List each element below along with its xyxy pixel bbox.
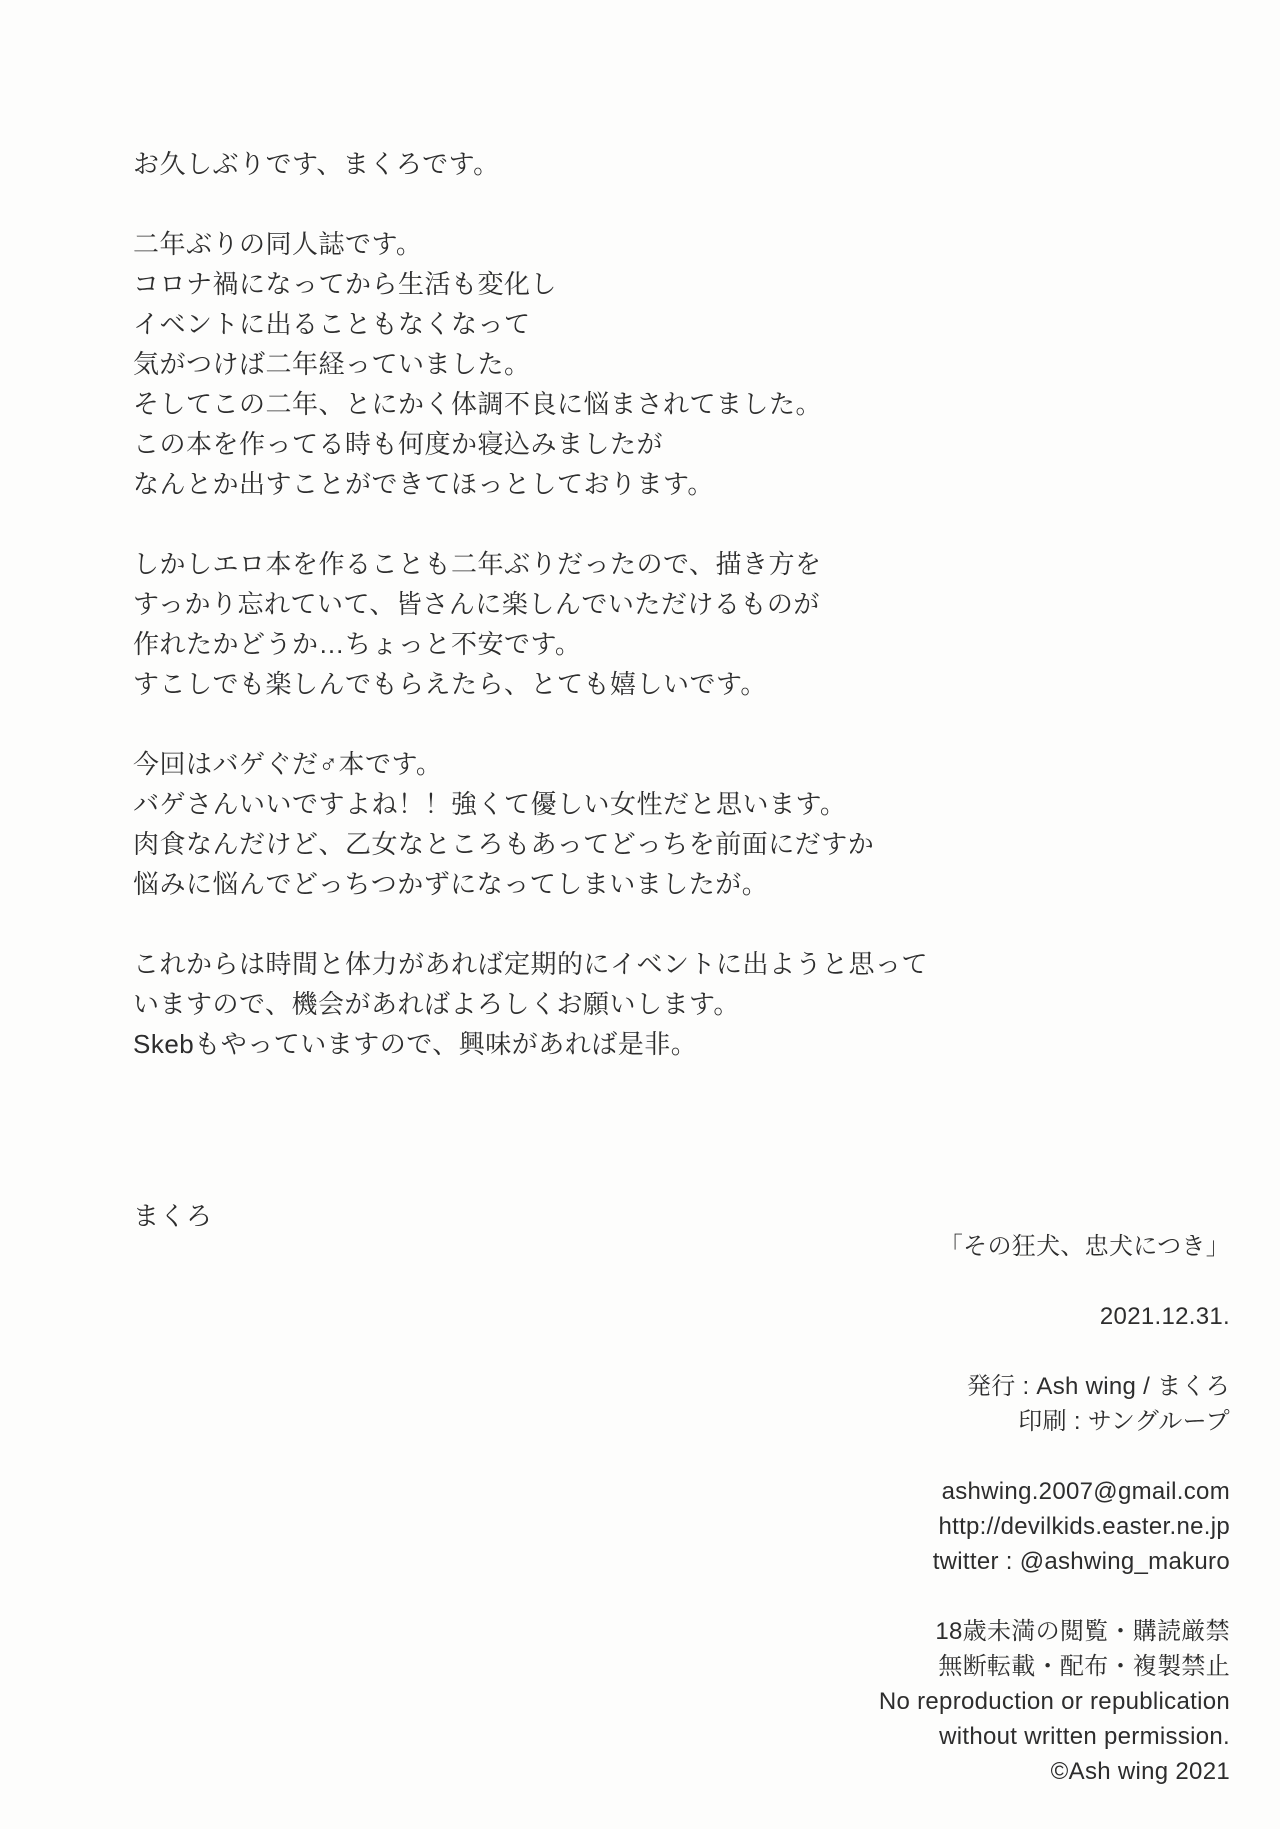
website-url: http://devilkids.easter.ne.jp <box>938 1513 1230 1540</box>
text-line: バゲさんいいですよね！！強くて優しい女性だと思います。 <box>133 789 847 819</box>
twitter-handle: twitter : @ashwing_makuro <box>932 1548 1230 1575</box>
text-line: そしてこの二年、とにかく体調不良に悩まされてました。 <box>133 389 823 419</box>
text-line: すっかり忘れていて、皆さんに楽しんでいただけるものが <box>133 589 820 619</box>
author-signature: まくろ <box>133 1201 213 1231</box>
text-line: 悩みに悩んでどっちつかずになってしまいましたが。 <box>133 869 769 899</box>
book-title: 「その狂犬、忠犬につき」 <box>938 1233 1230 1260</box>
text-line: 今回はバゲぐだ♂本です。 <box>133 749 443 779</box>
text-line: しかしエロ本を作ることも二年ぶりだったので、描き方を <box>133 549 822 579</box>
publisher-line: 発行 : Ash wing / まくろ <box>966 1373 1230 1400</box>
publication-date: 2021.12.31. <box>1099 1303 1230 1330</box>
copyright-line: ©Ash wing 2021 <box>1050 1758 1230 1785</box>
no-reproduction-notice-jp: 無断転載・配布・複製禁止 <box>938 1653 1230 1680</box>
spacer <box>879 1334 1230 1369</box>
text-line: コロナ禍になってから生活も変化し <box>133 269 558 299</box>
text-line: 気がつけば二年経っていました。 <box>133 349 531 379</box>
contact-email: ashwing.2007@gmail.com <box>941 1478 1230 1505</box>
text-line: いますので、機会があればよろしくお願いします。 <box>133 989 740 1019</box>
text-line: お久しぶりです、まくろです。 <box>133 149 500 179</box>
text-line: なんとか出すことができてほっとしております。 <box>133 469 714 499</box>
paragraph-about-book <box>133 744 928 904</box>
text-line: 作れたかどうか…ちょっと不安です。 <box>133 629 582 659</box>
text-line: すこしでも楽しんでもらえたら、とても嬉しいです。 <box>133 669 767 699</box>
paragraph-future <box>133 944 928 1064</box>
text-line: 二年ぶりの同人誌です。 <box>133 229 423 259</box>
colophon <box>879 1229 1230 1789</box>
spacer <box>879 1579 1230 1614</box>
text-line: これからは時間と体力があれば定期的にイベントに出ようと思って <box>133 949 929 979</box>
text-line: Skebもやっていますので、興味があれば是非。 <box>133 1029 698 1059</box>
text-line: イベントに出ることもなくなって <box>133 309 531 339</box>
printer-line: 印刷 : サングループ <box>1018 1408 1230 1435</box>
no-reproduction-notice-en-line2: without written permission. <box>939 1723 1230 1750</box>
no-reproduction-notice-en-line1: No reproduction or republication <box>878 1688 1230 1715</box>
afterword-body <box>133 144 928 1236</box>
paragraph-anxiety <box>133 544 928 704</box>
text-line: この本を作ってる時も何度か寝込みましたが <box>133 429 664 459</box>
spacer <box>879 1439 1230 1474</box>
age-restriction-notice: 18歳未満の閲覧・購読厳禁 <box>935 1618 1230 1645</box>
spacer <box>879 1264 1230 1299</box>
text-line: 肉食なんだけど、乙女なところもあってどっちを前面にだすか <box>133 829 875 859</box>
paragraph-greeting <box>133 144 928 184</box>
paragraph-two-years <box>133 224 928 504</box>
